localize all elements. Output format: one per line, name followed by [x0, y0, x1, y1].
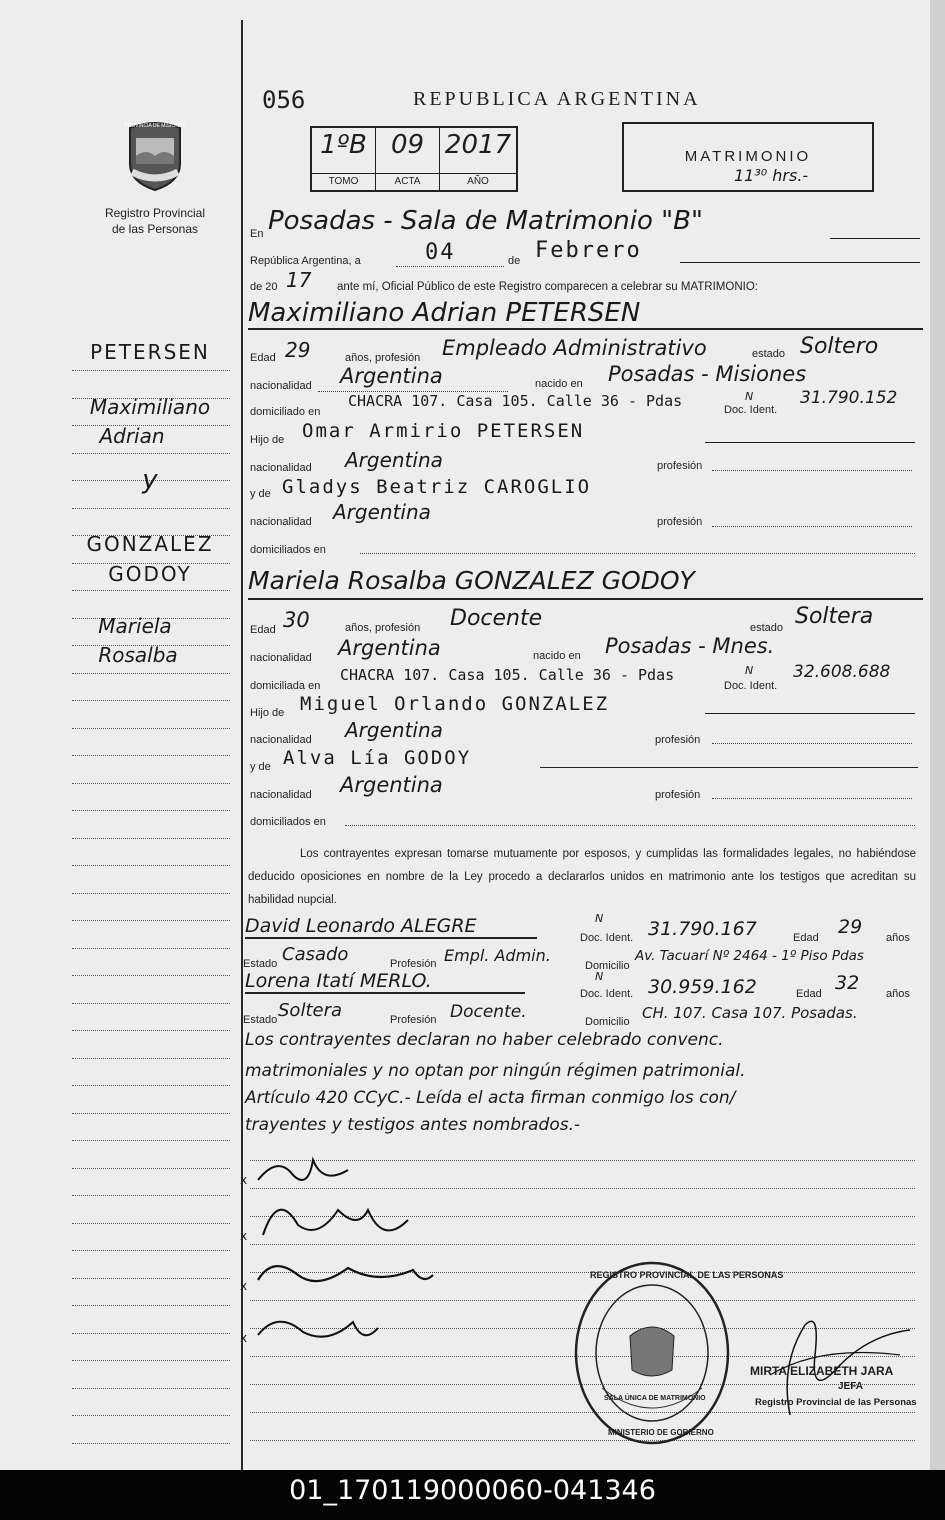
spouse1-father: Omar Armirio PETERSEN	[302, 420, 585, 442]
document-id: 01_170119000060-041346	[289, 1475, 656, 1506]
sidebar-surname-2b: GODOY	[108, 562, 192, 586]
sidebar-rule	[72, 1140, 230, 1141]
label-dom-1: domiciliado en	[250, 406, 321, 418]
official-name: MIRTA ELIZABETH JARA	[750, 1364, 894, 1378]
father1-line	[705, 442, 915, 443]
sidebar-rule	[72, 673, 230, 674]
place-line	[830, 238, 920, 239]
spouse2-name: Mariela Rosalba GONZALEZ GODOY	[248, 566, 923, 600]
label-ante-mi: ante mí, Oficial Público de este Registro comparecen a celebrar su MATRIMONIO:	[337, 281, 758, 293]
spouse2-born-in: Posadas - Mnes.	[605, 634, 775, 658]
spouse1-mother: Gladys Beatriz CAROGLIO	[282, 476, 592, 498]
registry-line2: de las Personas	[111, 222, 199, 236]
ceremony-time: 11³⁰ hrs.-	[734, 166, 809, 185]
sidebar-rule	[72, 1030, 230, 1031]
note-line-4: trayentes y testigos antes nombrados.-	[245, 1115, 581, 1135]
label-nac-m1: nacionalidad	[250, 516, 312, 528]
sidebar-rule	[72, 1333, 230, 1334]
sidebar-firstname-1: Maximiliano	[89, 395, 211, 419]
father2-line	[705, 713, 915, 714]
sidebar-rule	[72, 590, 230, 591]
month-line	[680, 262, 920, 263]
sidebar-rule	[72, 1223, 230, 1224]
mother2-line	[540, 767, 918, 768]
label-edad-1: Edad	[250, 352, 276, 364]
anio-label: AÑO	[440, 173, 516, 190]
prof-m1-fill	[712, 526, 912, 527]
sidebar-rule	[72, 700, 230, 701]
tomo-label: TOMO	[312, 173, 375, 190]
label-anios-w1: años	[886, 932, 910, 944]
sidebar-rule	[72, 755, 230, 756]
witness1-status: Casado	[282, 944, 349, 965]
sidebar-rule	[72, 1085, 230, 1086]
spouse1-address: CHACRA 107. Casa 105. Calle 36 - Pdas	[348, 392, 683, 410]
label-prof-f2: profesión	[655, 734, 701, 746]
label-de20: de 20	[250, 281, 278, 293]
label-estado-w1: Estado	[243, 958, 278, 970]
prof-m2-fill	[712, 798, 912, 799]
sidebar-rule	[72, 1113, 230, 1114]
spouse1-status: Soltero	[800, 334, 879, 359]
anio-box	[440, 128, 516, 190]
doms2-fill	[345, 825, 915, 826]
matrimonio-title: MATRIMONIO	[684, 148, 812, 165]
label-prof-m2: profesión	[655, 789, 701, 801]
record-boxes	[310, 126, 518, 192]
sidebar-rule	[72, 893, 230, 894]
label-n-1: N	[745, 390, 754, 403]
sidebar-rule	[72, 838, 230, 839]
label-nac-1: nacionalidad	[250, 380, 312, 392]
party-signatures	[238, 1150, 438, 1380]
stamp-bottom-text: MINISTERIO DE GOBIERNO	[608, 1428, 714, 1437]
label-nacido-1: nacido en	[535, 378, 583, 390]
label-doc-1: Doc. Ident.	[724, 404, 778, 416]
anio-value: 2017	[444, 130, 512, 160]
label-prof-m1: profesión	[657, 516, 703, 528]
label-doc-w2: Doc. Ident.	[580, 988, 634, 1000]
sidebar-rule	[72, 1195, 230, 1196]
spouse2-address: CHACRA 107. Casa 105. Calle 36 - Pdas	[340, 666, 675, 684]
sidebar-rule	[72, 865, 230, 866]
spouse2-status: Soltera	[795, 604, 874, 629]
label-nacido-2: nacido en	[533, 650, 581, 662]
spouse2-mother: Alva Lía GODOY	[283, 747, 472, 769]
sidebar-rule	[72, 508, 230, 509]
legal-paragraph: Los contrayentes expresan tomarse mutuamente por esposos, y cumplidas las formalidades legales, no habiéndose deducido oposiciones en nombre de la Ley procedo a declararlos unidos en matrimonio ante los testigos que acreditan su habilidad nupcial.	[248, 848, 916, 906]
sidebar-rule	[72, 1003, 230, 1004]
acta-label: ACTA	[376, 173, 439, 190]
label-republica: República Argentina, a	[250, 255, 361, 267]
label-estado-2: estado	[750, 622, 784, 634]
month: Febrero	[535, 238, 642, 263]
spouse1-name: Maximiliano Adrian PETERSEN	[248, 298, 923, 330]
spouse2-father: Miguel Orlando GONZALEZ	[300, 693, 610, 715]
spouse2-nationality: Argentina	[338, 636, 441, 660]
label-doc-2: Doc. Ident.	[724, 680, 778, 692]
year-suffix: 17	[286, 268, 312, 292]
label-doms-1: domiciliados en	[250, 544, 326, 556]
witness2-age: 32	[835, 972, 860, 994]
doms1-fill	[360, 553, 915, 554]
label-nac-2: nacionalidad	[250, 652, 312, 664]
label-n-2: N	[745, 664, 754, 677]
witness2-name: Lorena Itatí MERLO.	[245, 970, 525, 994]
label-yde-2: y de	[250, 761, 271, 773]
witness1-address: Av. Tacuarí Nº 2464 - 1º Piso Pdas	[635, 948, 864, 964]
sidebar-rule	[72, 810, 230, 811]
svg-text:x: x	[240, 1173, 248, 1187]
prof-f2-fill	[712, 743, 912, 744]
sidebar-rule	[72, 1058, 230, 1059]
label-prof-f1: profesión	[657, 460, 703, 472]
spouse1-doc: 31.790.152	[800, 388, 898, 408]
sidebar-rule	[72, 1415, 230, 1416]
sidebar-rule	[72, 370, 230, 371]
spouse1-born-in: Posadas - Misiones	[608, 362, 807, 386]
place: Posadas - Sala de Matrimonio "B"	[268, 206, 703, 236]
tomo-value: 1ºB	[320, 130, 367, 160]
svg-text:x: x	[240, 1279, 248, 1293]
witness2-profession: Docente.	[450, 1002, 527, 1022]
spouse2-mother-nat: Argentina	[340, 773, 443, 797]
label-domicilio-w1: Domicilio	[585, 960, 630, 972]
label-yde-1: y de	[250, 488, 271, 500]
stamp-inner-text: SALA ÚNICA DE MATRIMONIO	[604, 1395, 706, 1402]
note-line-3: Artículo 420 CCyC.- Leída el acta firman conmigo los con/	[245, 1088, 736, 1108]
spouse2-doc: 32.608.688	[793, 662, 891, 682]
prof-f1-fill	[712, 470, 912, 471]
official-dept: Registro Provincial de las Personas	[755, 1397, 917, 1408]
sidebar-surname-2a: GONZALEZ	[86, 532, 214, 556]
acta-value: 09	[390, 130, 425, 160]
sidebar-rule	[72, 975, 230, 976]
stamp-ring-text: REGISTRO PROVINCIAL DE LAS PERSONAS	[590, 1270, 784, 1280]
spouse2-father-nat: Argentina	[345, 718, 443, 742]
label-profesion-1: años, profesión	[345, 352, 421, 364]
label-estado-1: estado	[752, 348, 786, 360]
spouse1-age: 29	[285, 338, 311, 362]
label-edad-w2: Edad	[796, 988, 822, 1000]
header-title: REPUBLICA ARGENTINA	[413, 88, 701, 110]
sidebar-rule	[72, 453, 230, 454]
matrimonio-box	[622, 122, 874, 192]
sidebar-rule	[72, 1250, 230, 1251]
label-dom-2: domiciliada en	[250, 680, 321, 692]
sidebar-rule	[72, 1278, 230, 1279]
label-anios-w2: años	[886, 988, 910, 1000]
label-n-w1: N	[595, 912, 604, 925]
page-edge	[930, 0, 945, 1470]
day: 04	[425, 240, 456, 265]
acta-box	[376, 128, 440, 190]
note-line-2: matrimoniales y no optan por ningún régimen patrimonial.	[245, 1061, 746, 1081]
note-line-1: Los contrayentes declaran no haber celebrado convenc.	[245, 1030, 724, 1050]
sidebar-middlename-1: Adrian	[99, 424, 165, 448]
sidebar-rule	[72, 1168, 230, 1169]
witness1-doc: 31.790.167	[648, 918, 757, 940]
witness1-age: 29	[838, 916, 863, 938]
sidebar-rule	[72, 948, 230, 949]
witness2-doc: 30.959.162	[648, 976, 757, 998]
label-estado-w2: Estado	[243, 1014, 278, 1026]
spouse2-profession: Docente	[450, 606, 543, 631]
label-prof-w2: Profesión	[390, 1014, 437, 1026]
label-n-w2: N	[595, 970, 604, 983]
doc-number: 056	[262, 86, 306, 114]
tomo-box	[312, 128, 376, 190]
spouse1-father-nat: Argentina	[345, 448, 443, 472]
label-edad-w1: Edad	[793, 932, 819, 944]
sidebar-rule	[72, 1305, 230, 1306]
seal-text: PROVINCIA DE MISIONES	[124, 123, 186, 129]
sidebar-rule	[72, 728, 230, 729]
document-id-bar	[0, 1470, 945, 1520]
witness1-profession: Empl. Admin.	[444, 946, 551, 965]
provincial-seal-logo	[124, 120, 186, 192]
label-nac-f2: nacionalidad	[250, 734, 312, 746]
sidebar-rule	[72, 1360, 230, 1361]
witness2-status: Soltera	[278, 1000, 343, 1021]
sidebar-firstname-2: Mariela	[98, 614, 172, 638]
sidebar-middlename-2: Rosalba	[98, 643, 178, 667]
label-edad-2: Edad	[250, 624, 276, 636]
day-fill	[396, 266, 504, 267]
spouse1-profession: Empleado Administrativo	[442, 336, 707, 360]
label-hijo-2: Hijo de	[250, 707, 285, 719]
sidebar-rule	[72, 783, 230, 784]
sidebar-rule	[72, 1443, 230, 1444]
witness2-address: CH. 107. Casa 107. Posadas.	[642, 1004, 858, 1022]
label-domicilio-w2: Domicilio	[585, 1016, 630, 1028]
spouse1-mother-nat: Argentina	[333, 500, 431, 524]
registry-line1: Registro Provincial	[104, 206, 206, 220]
svg-text:x: x	[240, 1331, 248, 1345]
label-profesion-2: años, profesión	[345, 622, 421, 634]
label-nac-m2: nacionalidad	[250, 789, 312, 801]
sidebar-conjunction: y	[142, 465, 158, 495]
official-title: JEFA	[838, 1381, 864, 1392]
official-stamp	[572, 1258, 732, 1448]
sidebar-rule	[72, 920, 230, 921]
sidebar-surname-1: PETERSEN	[90, 340, 210, 364]
label-hijo-1: Hijo de	[250, 434, 285, 446]
spouse2-age: 30	[283, 608, 310, 632]
label-nac-f1: nacionalidad	[250, 462, 312, 474]
svg-text:x: x	[240, 1229, 248, 1243]
witness1-name: David Leonardo ALEGRE	[245, 915, 537, 939]
label-de: de	[508, 255, 521, 267]
spouse1-nationality: Argentina	[340, 364, 443, 388]
label-en: En	[250, 228, 264, 240]
sidebar-rule	[72, 1388, 230, 1389]
label-prof-w1: Profesión	[390, 958, 437, 970]
label-doms-2: domiciliados en	[250, 816, 326, 828]
label-doc-w1: Doc. Ident.	[580, 932, 634, 944]
